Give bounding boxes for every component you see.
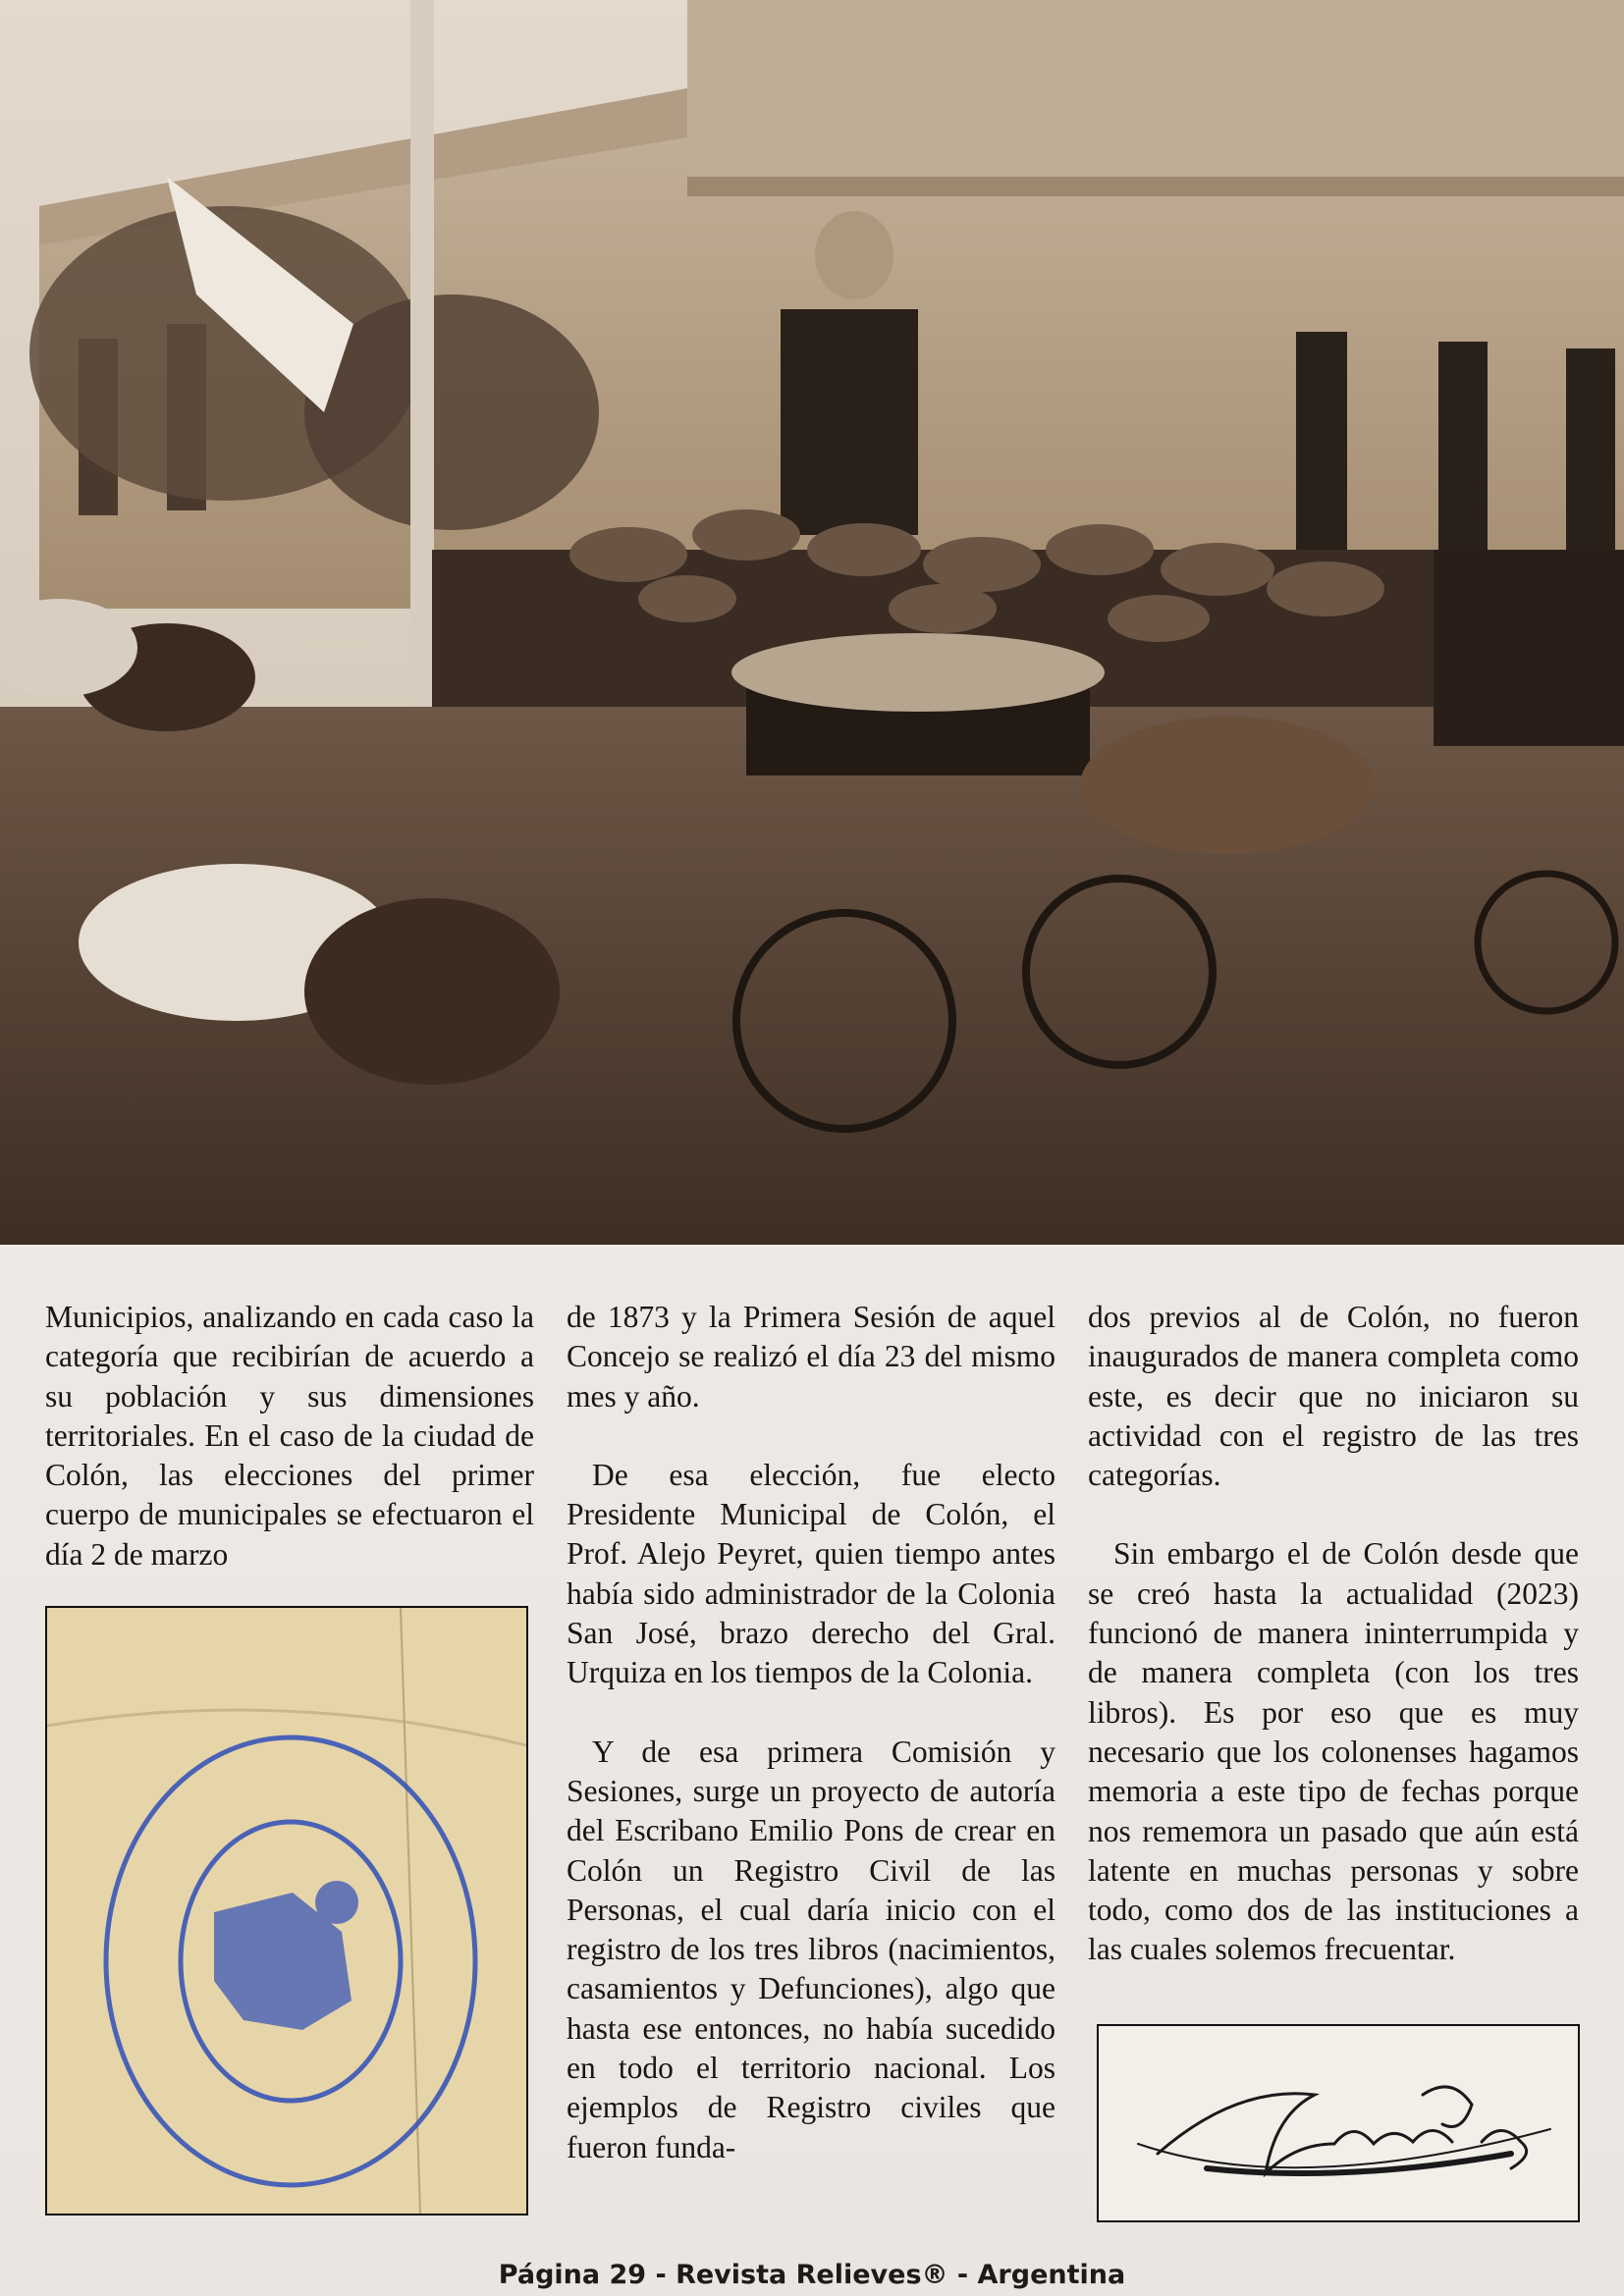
text-column-1: [45, 1298, 534, 1575]
col2-paragraph-1: de 1873 y la Primera Sesión de aquel Concejo se realizó el día 23 del mismo mes y año.: [567, 1300, 1056, 1414]
col2-paragraph-3: Y de esa primera Comisión y Sesiones, surge un proyecto de autoría del Escribano Emilio Pons de crear en Colón un Registro Civil de las Personas, el cual daría inicio con el registro de los tres libros (nacimientos, casamientos y Defunciones), algo que hasta ese entonces, no había sucedido en todo el territorio nacional. Los ejemplos de Registro civiles que fueron funda-: [567, 1734, 1056, 2164]
col3-paragraph-1: dos previos al de Colón, no fueron inaugurados de manera completa como este, es decir que no iniciaron su actividad con el registro de las tres categorías.: [1088, 1300, 1579, 1493]
page-footer: Página 29 - Revista Relieves® - Argentina: [498, 2260, 1126, 2290]
signature-image: [1097, 2024, 1580, 2222]
text-column-2: [567, 1298, 1056, 2167]
col2-paragraph-2: De esa elección, fue electo Presidente Municipal de Colón, el Prof. Alejo Peyret, quien tiempo antes había sido administrador de la Colonia San José, brazo derecho del Gral. Urquiza en los tiempos de la Colonia.: [567, 1457, 1056, 1690]
col1-paragraph-1: Municipios, analizando en cada caso la categoría que recibirían de acuerdo a su población y sus dimensiones territoriales. En el caso de la ciudad de Colón, las elecciones del primer cuerpo de municipales se efectuaron el día 2 de marzo: [45, 1300, 534, 1572]
stamp-image: [45, 1606, 528, 2216]
handwritten-signature: [1099, 2026, 1578, 2220]
municipal-stamp-seal: [47, 1608, 526, 2214]
text-column-3: [1088, 1298, 1579, 1970]
col3-paragraph-2: Sin embargo el de Colón desde que se creó hasta la actualidad (2023) funcionó de manera ininterrumpida y de manera completa (con los tres libros). Es por eso que es muy necesario que los colonenses hagamos memoria a este tipo de fechas porque nos rememora un pasado que aún está latente en muchas personas y sobre todo, como dos de las instituciones a las cuales solemos frecuentar.: [1088, 1536, 1579, 1967]
